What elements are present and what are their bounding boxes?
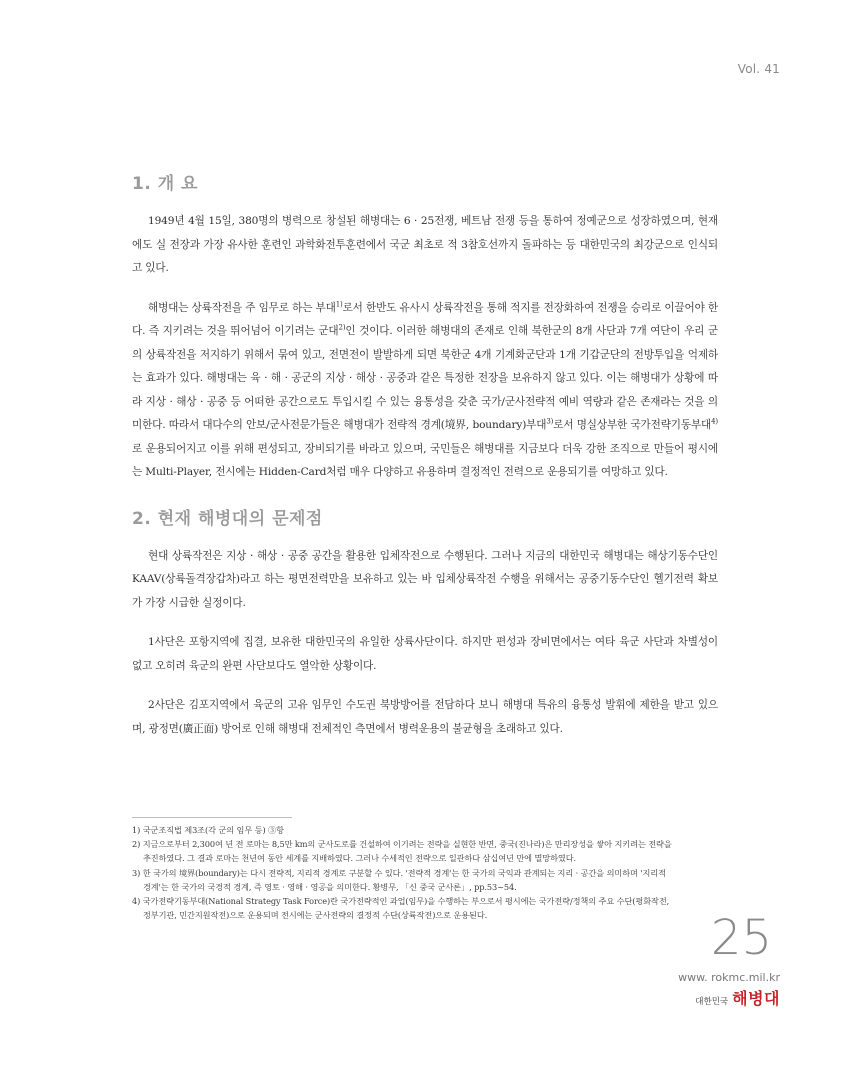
- footnote-ref: 1): [335, 299, 343, 308]
- footnote: 2) 지금으로부터 2,300여 년 전 로마는 8,5만 km의 군사도로를 건설하여 이기려는 전략을 실현한 반면, 중국(진나라)은 만리장성을 쌓아 지키려는 전략을 추진하였다. 그 결과 로마는 천년여 동안 세계를 지배하였다. 그러나 수세적인 전략으로 일관하다 삼십여년 만에 멸망하였다.: [132, 839, 672, 864]
- footnote-ref: 4): [711, 417, 718, 426]
- footnote: 3) 한 국가의 境界(boundary)는 다시 전략적, 지리적 경계로 구분할 수 있다. '전략적 경계'는 한 국가의 국익과 관계되는 지리 · 공간을 의미하며 '지리적 경계'는 한 국가의 국경적 경계, 즉 영토 · 영해 · 영공을 의미한다. 황병무, 「신 중국 군사론」, pp.53~54.: [132, 867, 666, 892]
- brand-logo: [695, 986, 780, 1009]
- brand-name: 해병대: [732, 989, 780, 1008]
- section-title-overview: 1. 개 요: [132, 174, 198, 194]
- brand-country: 대한민국: [695, 997, 729, 1007]
- paragraph: 1사단은 포항지역에 집결, 보유한 대한민국의 유일한 상륙사단이다. 하지만 편성과 장비면에서는 여타 육군 사단과 차별성이 없고 오히려 육군의 완편 사단보다도 열악한 상황이다.: [132, 636, 718, 672]
- section-title-problems: 2. 현재 해병대의 문제점: [132, 508, 323, 529]
- footnote-ref: 2): [338, 323, 346, 332]
- page-number: 25: [710, 910, 772, 966]
- article-body: [132, 172, 718, 741]
- paragraph: 해병대는 상륙작전을 주 임무로 하는 부대$^{1)}$로서 한반도 유사시 상륙작전을 통해 적지를 전장화하여 전쟁을 승리로 이끌어야 한다. 즉 지키려는 것을 뛰어넘어 이기려는 군대$^{2)}$인 것이다. 이러한 해병대의 존재로 인해 북한군의 8개 사단과 7개 여단이 우리 군의 상륙작전을 저지하기 위해서 묶여 있고, 전면전이 발발하게 되면 북한군 4개 기계화군단과 1개 기갑군단의 전방투입을 억제하는 효과가 있다. 해병대는 육 · 해 · 공군의 지상 · 해상 · 공중과 같은 특정한 전장을 보유하지 않고 있다. 이는 해병대가 상황에 따라 지상 · 해상 · 공중 등 어떠한 공간으로도 투입시킬 수 있는 융통성을 갖춘 국가/군사전략적 예비 역량과 같은 존재라는 것을 의미한다. 따라서 대다수의 안보/군사전문가들은 해병대가 전략적 경계(境界, boundary)부대$^{3)}$로서 명실상부한 국가전략기동부대$^{4)}$로 운용되어지고 이를 위해 편성되고, 장비되기를 바라고 있으며, 국민들은 해병대를 지금보다 더욱 강한 조직으로 만들어 평시에는 Multi-Player, 전시에는 Hidden-Card처럼 매우 다양하고 유용하며 결정적인 전력으로 운용되기를 여망하고 있다.: [132, 299, 718, 478]
- website-link[interactable]: www. rokmc.mil.kr: [678, 971, 780, 984]
- paragraph: 현대 상륙작전은 지상 · 해상 · 공중 공간을 활용한 입체작전으로 수행된다. 그러나 지금의 대한민국 해병대는 해상기동수단인 KAAV(상륙돌격장갑차)라고 하는 평면전력만을 보유하고 있는 바 입체상륙작전 수행을 위해서는 공중기동수단인 헬기전력 확보가 가장 시급한 실정이다.: [132, 549, 718, 609]
- volume-label: Vol. 41: [737, 62, 780, 76]
- footnote-divider: [132, 817, 292, 818]
- footnote: 4) 국가전략기동부대(National Strategy Task Force)란 국가전략적인 과업(임무)을 수행하는 부으로서 평시에는 국가전략/정책의 주요 수단(평화작전, 정부기관, 민간지원작전)으로 운용되며 전시에는 군사전략의 결정적 수단(상륙작전)으로 운용된다.: [132, 896, 670, 921]
- footnote-ref: 3): [546, 417, 554, 426]
- paragraph: 1949년 4월 15일, 380명의 병력으로 창설된 해병대는 6 · 25전쟁, 베트남 전쟁 등을 통하여 정예군으로 성장하였으며, 현재에도 실 전장과 가장 유사한 훈련인 과학화전투훈련에서 국군 최초로 적 3참호선까지 돌파하는 등 대한민국의 최강군으로 인식되고 있다.: [132, 215, 718, 274]
- footnote: 1) 국군조직법 제3조(각 군의 임무 등) ③항: [132, 825, 284, 835]
- paragraph: 2사단은 김포지역에서 육군의 고유 임무인 수도권 북방방어를 전담하다 보니 해병대 특유의 융통성 발휘에 제한을 받고 있으며, 광정면(廣正面) 방어로 인해 해병대 전체적인 측면에서 병력운용의 불균형을 초래하고 있다.: [132, 699, 718, 735]
- footnotes: [132, 823, 672, 922]
